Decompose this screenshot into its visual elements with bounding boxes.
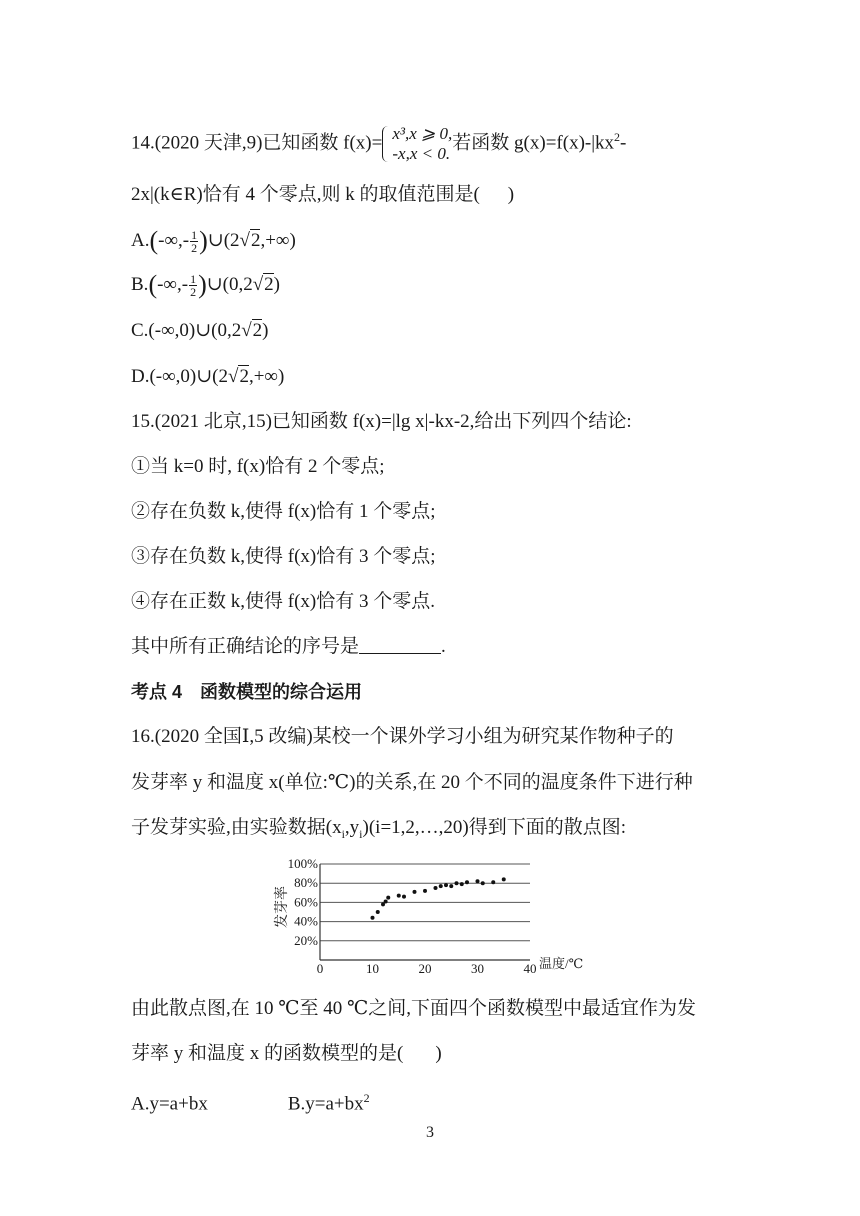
y-tick-label: 20% [294,932,318,948]
q14-optC-end: ) [262,320,269,341]
y-tick-label: 40% [294,913,318,929]
q16-option-b: B.y=a+bx [287,1093,364,1115]
data-point [481,881,485,885]
q15-claim-2: ②存在负数 k,使得 f(x)恰有 1 个零点; [131,501,436,522]
data-point [465,880,469,884]
q16-sub-i: i [341,826,345,841]
q14-prefix: 14.(2020 天津,9)已知函数 f(x)= [131,132,383,154]
q14-suffix: 若函数 g(x)=f(x)-|kx [452,132,615,154]
q14-optB-end: ) [273,274,280,295]
q14-optD-end: ,+∞) [248,366,285,387]
answer-blank [359,635,441,654]
q14-optA-sqrt: 2 [250,230,261,251]
q16-line3-a: 子发芽实验,由实验数据(x [131,817,342,838]
q16-line3-c: )(i=1,2,…,20)得到下面的散点图: [362,817,627,838]
data-point [376,910,380,914]
data-point [423,889,427,893]
q15-question [131,635,446,659]
q14-optB-sqrt: 2 [264,274,274,295]
y-tick-label: 60% [294,894,318,910]
chart-points [371,877,506,919]
data-point [502,877,506,881]
q14-piecewise [382,124,452,164]
q14-optA-fraction [190,229,198,254]
scatter-chart [260,852,600,976]
q16-option-a: A.y=a+bx [131,1093,208,1115]
y-tick-label: 80% [294,875,318,891]
y-axis-label: 发芽率 [275,886,290,928]
y-tick-label: 100% [287,856,318,871]
q14-optC-sqrt: 2 [252,320,263,341]
data-point [371,916,375,920]
q14-option-c: C.(-∞,0)∪(0,2√2) [131,320,269,341]
data-point [397,894,401,898]
data-point [444,883,448,887]
q14-optB-interval: -∞,- [157,274,189,295]
x-tick-label: 40 [523,961,537,976]
x-axis-label: 温度/℃ [539,956,584,971]
q14-option-a: A.(-∞,- $\frac{1}{2}$ )∪(2√2,+∞) [131,226,296,256]
q15-claim-3: ③存在负数 k,使得 f(x)恰有 3 个零点; [131,546,436,567]
q14-suffix-end: - [620,132,627,154]
q16-line3 [131,816,626,846]
q14-optB-fraction [189,273,197,298]
data-point [449,884,453,888]
q14-stem-line2 [131,183,514,207]
q16-line2: 发芽率 y 和温度 x(单位:℃)的关系,在 20 个不同的温度条件下进行种 [131,772,693,793]
q14-option-b: B.(-∞,- $\frac{1}{2}$ )∪(0,2√2) [131,270,280,300]
data-point [402,895,406,899]
q16-line5-a: 芽率 y 和温度 x 的函数模型的是( [131,1043,404,1064]
frac-den: 2 [190,285,197,300]
q16-line5-b: ) [435,1043,442,1064]
frac-den: 2 [191,241,198,256]
q16-option-b-sup: 2 [363,1091,370,1105]
q14-optA-end: ,+∞) [260,230,296,251]
q14-case2: -x,x < 0. [392,144,451,163]
data-point [476,879,480,883]
q16-line5 [131,1042,442,1066]
data-point [386,896,390,900]
frac-num: 1 [191,228,198,243]
page-number: 3 [426,1124,434,1141]
q14-option-d: D.(-∞,0)∪(2√2,+∞) [131,366,285,387]
section-heading: 考点 4 函数模型的综合运用 [131,682,363,702]
q14-optC-text: C.(-∞,0)∪(0,2 [131,320,242,341]
q14-case1: x³,x ⩾ 0, [392,124,453,143]
x-tick-label: 0 [316,961,324,976]
chart-axes [288,856,537,976]
q15-claim-1: ①当 k=0 时, f(x)恰有 2 个零点; [131,456,385,477]
data-point [455,881,459,885]
x-tick-label: 10 [366,961,379,976]
q14-optD-text: D.(-∞,0)∪(2 [131,366,228,387]
q14-optA-union: ∪(2 [207,230,240,251]
chart-grid [320,864,530,941]
q15-claim-4: ④存在正数 k,使得 f(x)恰有 3 个零点. [131,591,435,612]
q16-line1: 16.(2020 全国Ⅰ,5 改编)某校一个课外学习小组为研究某作物种子的 [131,726,674,747]
q16-line4: 由此散点图,在 10 ℃至 40 ℃之间,下面四个函数模型中最适宜作为发 [131,998,697,1019]
x-tick-label: 30 [471,961,484,976]
q16-sub-i-2: i [359,826,363,841]
q16-options [131,1086,370,1116]
data-point [439,884,443,888]
q15-stem: 15.(2021 北京,15)已知函数 f(x)=|lg x|-kx-2,给出下列四个结论: [131,411,632,432]
q14-suffix-sup: 2 [614,130,621,145]
q14-optA-interval: -∞,- [158,230,190,251]
data-point [413,890,417,894]
q15-question-end: . [441,636,446,657]
q14-optD-sqrt: 2 [239,366,249,387]
data-point [460,882,464,886]
data-point [384,899,388,903]
data-point [434,886,438,890]
q14-line2-close: ) [507,184,515,205]
q15-question-text: 其中所有正确结论的序号是 [131,636,360,657]
q16-line3-b: ,y [344,817,360,838]
q14-line2: 2x|(k∈R)恰有 4 个零点,则 k 的取值范围是( [131,184,480,205]
q14-stem-line1 [131,124,626,164]
x-tick-label: 20 [418,961,432,976]
q14-optB-union: ∪(0,2 [206,274,253,295]
data-point [491,880,495,884]
q14-optB-label: B. [131,274,149,295]
frac-num: 1 [190,272,197,287]
q14-optA-label: A. [131,230,150,251]
